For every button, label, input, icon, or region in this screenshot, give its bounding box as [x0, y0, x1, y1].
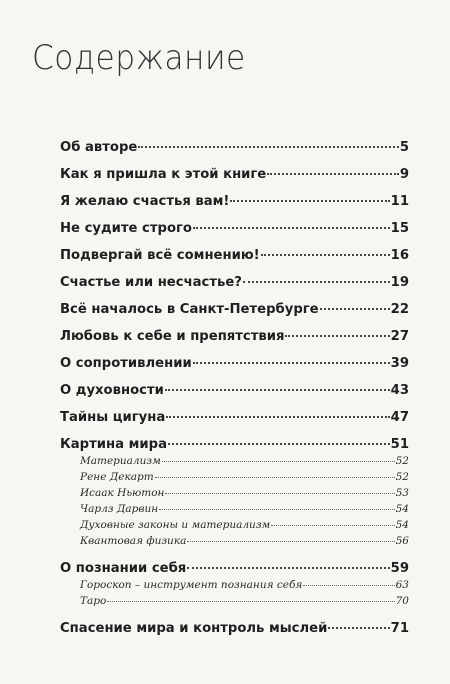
toc-entry-label: Подвергай всё сомнению!	[60, 248, 260, 263]
toc-subentry-page-number: 52	[395, 455, 409, 467]
toc-entry-page-number: 15	[390, 221, 409, 236]
toc-entry-page-number: 47	[390, 410, 409, 425]
toc-subentry[interactable]	[80, 487, 409, 499]
toc-entry-label: О духовности	[60, 383, 164, 398]
toc-subentry-page-number: 54	[395, 503, 409, 515]
dot-leader	[261, 254, 390, 256]
toc-entry-label: Как я пришла к этой книге	[60, 167, 267, 182]
toc-subentry-page-number: 63	[395, 579, 409, 591]
toc-subentry[interactable]	[80, 455, 409, 467]
dot-leader	[230, 200, 389, 202]
dot-leader	[165, 389, 390, 391]
toc-subentry[interactable]	[80, 519, 409, 531]
toc-subentry[interactable]	[80, 595, 409, 607]
toc-subentry-page-number: 53	[395, 487, 409, 499]
toc-subentry[interactable]	[80, 535, 409, 547]
toc-subentry-label: Материализм	[80, 455, 161, 467]
dot-leader	[159, 509, 394, 510]
toc-entry-page-number: 9	[399, 167, 409, 182]
dot-leader	[271, 525, 394, 526]
dot-leader	[165, 493, 394, 494]
toc-entry[interactable]	[60, 356, 409, 371]
toc-entry[interactable]	[60, 410, 409, 425]
dot-leader	[187, 567, 389, 569]
toc-entry-label: Всё началось в Санкт-Петербурге	[60, 302, 319, 317]
toc-entry-label: Спасение мира и контроль мыслей	[60, 621, 328, 636]
toc-entry-label: Тайны цигуна	[60, 410, 166, 425]
toc-entry[interactable]	[60, 437, 409, 452]
toc-entry-page-number: 43	[390, 383, 409, 398]
dot-leader	[162, 461, 395, 462]
toc-subentry-label: Квантовая физика	[80, 535, 187, 547]
toc-entry-page-number: 59	[390, 561, 409, 576]
toc-entry-label: О познании себя	[60, 561, 187, 576]
dot-leader	[243, 281, 390, 283]
toc-entry[interactable]	[60, 140, 409, 155]
toc-subentry-label: Рене Декарт	[80, 471, 154, 483]
toc-subentry-page-number: 56	[395, 535, 409, 547]
toc-entry-label: Счастье или несчастье?	[60, 275, 242, 290]
toc-entry[interactable]	[60, 194, 409, 209]
toc-subentry-page-number: 70	[395, 595, 409, 607]
dot-leader	[107, 601, 394, 602]
toc-entry-label: Любовь к себе и препятствия	[60, 329, 285, 344]
dot-leader	[267, 173, 399, 175]
toc-subentry-page-number: 54	[395, 519, 409, 531]
toc-entry-page-number: 51	[390, 437, 409, 452]
toc-entry-page-number: 39	[390, 356, 409, 371]
dot-leader	[155, 477, 395, 478]
toc-subentry[interactable]	[80, 471, 409, 483]
toc-entry-page-number: 27	[390, 329, 409, 344]
toc-entry-page-number: 11	[390, 194, 409, 209]
toc-entry-page-number: 22	[390, 302, 409, 317]
dot-leader	[320, 308, 390, 310]
toc-subentry[interactable]	[80, 579, 409, 591]
dot-leader	[303, 585, 394, 586]
toc-entry-page-number: 5	[399, 140, 409, 155]
dot-leader	[193, 227, 390, 229]
toc-entry-page-number: 19	[390, 275, 409, 290]
toc-entry[interactable]	[60, 383, 409, 398]
toc-entry-label: Картина мира	[60, 437, 167, 452]
toc-entry-label: Об авторе	[60, 140, 138, 155]
toc-entry-label: Не судите строго	[60, 221, 192, 236]
dot-leader	[285, 335, 389, 337]
page-title: Содержание	[32, 38, 246, 78]
toc-entry[interactable]	[60, 329, 409, 344]
dot-leader	[138, 146, 398, 148]
toc-subentry-label: Гороскоп – инструмент познания себя	[80, 579, 303, 591]
dot-leader	[166, 416, 389, 418]
toc-entry[interactable]	[60, 561, 409, 576]
toc-entry-page-number: 16	[390, 248, 409, 263]
toc-subentry-label: Чарлз Дарвин	[80, 503, 159, 515]
toc-subentry-label: Духовные законы и материализм	[80, 519, 271, 531]
dot-leader	[187, 541, 394, 542]
toc-entry[interactable]	[60, 221, 409, 236]
toc-entry-label: О сопротивлении	[60, 356, 192, 371]
toc-entry[interactable]	[60, 167, 409, 182]
dot-leader	[168, 443, 390, 445]
dot-leader	[328, 627, 389, 629]
toc-entry[interactable]	[60, 302, 409, 317]
toc-subentry[interactable]	[80, 503, 409, 515]
toc-entry[interactable]	[60, 248, 409, 263]
toc-entry-page-number: 71	[390, 621, 409, 636]
toc-subentry-page-number: 52	[395, 471, 409, 483]
dot-leader	[193, 362, 390, 364]
toc-subentry-label: Исаак Ньютон	[80, 487, 165, 499]
toc-entry-label: Я желаю счастья вам!	[60, 194, 230, 209]
toc-entry[interactable]	[60, 275, 409, 290]
toc-entry[interactable]	[60, 621, 409, 636]
table-of-contents	[60, 140, 409, 648]
toc-subentry-label: Таро	[80, 595, 107, 607]
